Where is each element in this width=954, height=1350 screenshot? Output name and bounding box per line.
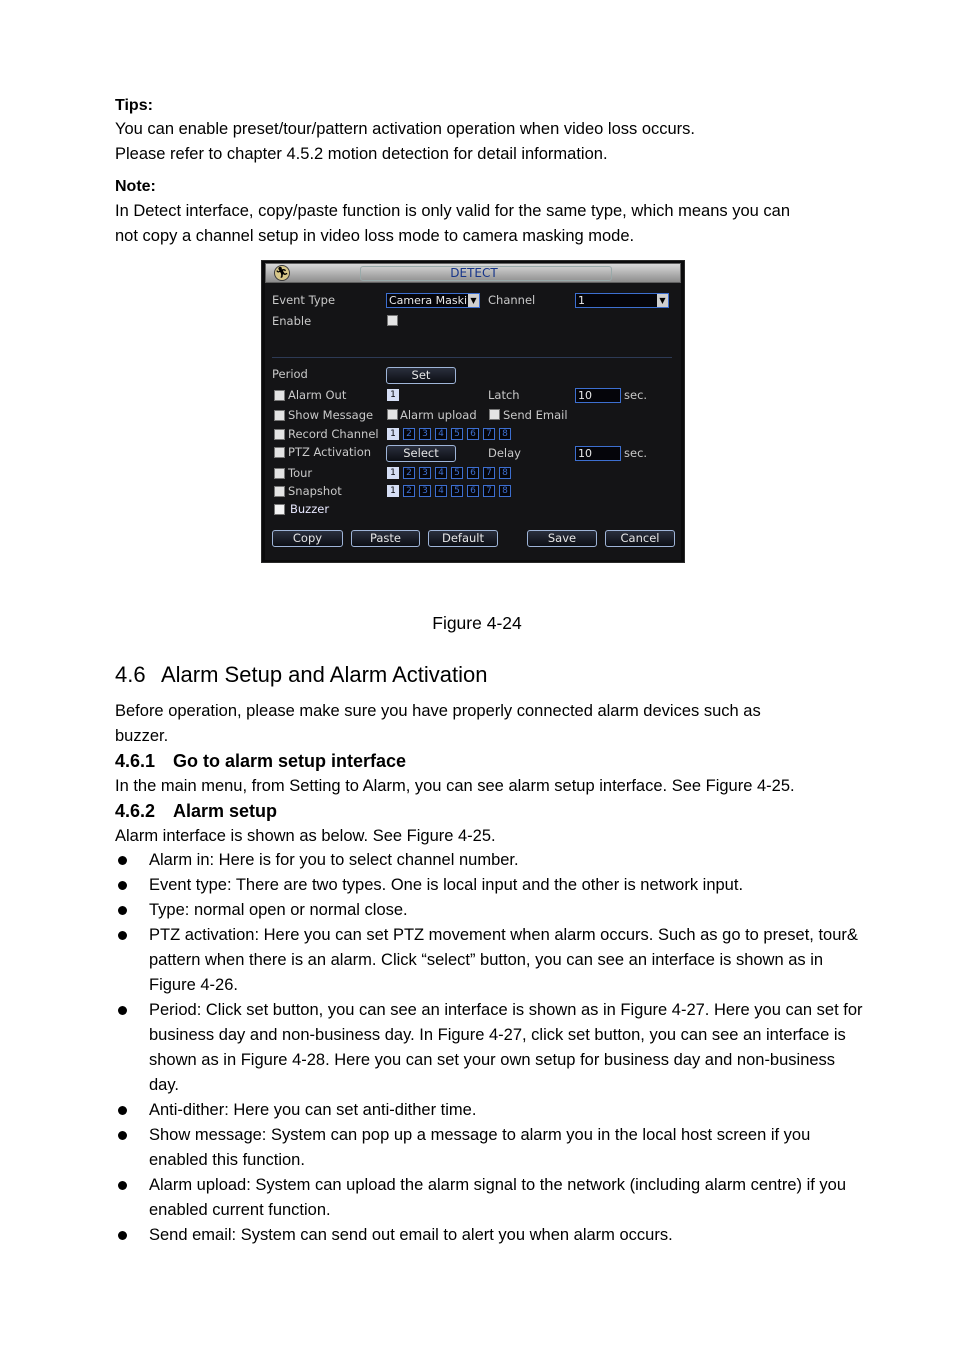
bullet-icon (118, 1106, 127, 1115)
channel-box[interactable]: 4 (435, 428, 447, 440)
subsection-title: Go to alarm setup interface (173, 751, 407, 771)
section-number: 4.6 (115, 662, 146, 687)
record-channel-checkbox[interactable] (274, 429, 285, 440)
section-heading (115, 660, 488, 690)
channel-label: Channel (488, 293, 536, 307)
tips-line-2: Please refer to chapter 4.5.2 motion detection for detail information. (115, 145, 608, 163)
tour-label: Tour (288, 466, 313, 480)
event-type-select[interactable] (386, 293, 480, 308)
list-item-text: Show message: System can pop up a message to alarm you in the local host screen if you enabled this function. (149, 1126, 811, 1169)
list-item-text: Send email: System can send out email to alert you when alarm occurs. (149, 1226, 673, 1244)
channel-select[interactable] (575, 293, 669, 308)
section-intro-line-2: buzzer. (115, 727, 169, 745)
bullet-icon (118, 856, 127, 865)
chevron-down-icon[interactable]: ▼ (657, 294, 668, 307)
alarm-out-channel[interactable]: 1 (387, 389, 399, 401)
figure-caption: Figure 4-24 (432, 613, 522, 633)
bullet-icon (118, 906, 127, 915)
channel-box[interactable]: 2 (403, 428, 415, 440)
channel-box[interactable]: 5 (451, 428, 463, 440)
channel-box[interactable]: 7 (483, 428, 495, 440)
channel-value: 1 (578, 294, 585, 307)
channel-box[interactable]: 8 (499, 485, 511, 497)
channel-box[interactable]: 3 (419, 467, 431, 479)
list-item-text: Event type: There are two types. One is local input and the other is network input. (149, 876, 744, 894)
ptz-select-button[interactable]: Select (386, 445, 456, 462)
latch-label: Latch (488, 388, 520, 402)
list-item-text: Alarm upload: System can upload the alarm signal to the network (including alarm centre) if you enabled current function. (149, 1176, 847, 1219)
detect-screenshot (261, 260, 685, 563)
detect-body (265, 283, 681, 560)
running-man-icon: 🏃︎ (275, 266, 289, 279)
subsection-1-text: In the main menu, from Setting to Alarm, you can see alarm setup interface. See Figure 4-25. (115, 777, 795, 795)
snapshot-checkbox[interactable] (274, 486, 285, 497)
list-item (115, 898, 865, 923)
list-item (115, 1223, 865, 1248)
chevron-down-icon[interactable]: ▼ (468, 294, 479, 307)
note-line-1: In Detect interface, copy/paste function is only valid for the same type, which means you can (115, 202, 791, 220)
paste-button[interactable]: Paste (351, 530, 420, 547)
list-item-text: PTZ activation: Here you can set PTZ movement when alarm occurs. Such as go to preset, tour& pattern when there is an alarm. Click “select” button, you can see an interface is shown as in Figure 4-26. (149, 926, 858, 994)
bullet-list (115, 848, 865, 1248)
period-set-button[interactable]: Set (386, 367, 456, 384)
bullet-icon (118, 1131, 127, 1140)
latch-input[interactable]: 10 (575, 388, 621, 403)
channel-box[interactable]: 1 (387, 467, 399, 479)
subsection-2-text: Alarm interface is shown as below. See Figure 4-25. (115, 827, 496, 845)
channel-box[interactable]: 6 (467, 428, 479, 440)
tips-label: Tips: (115, 97, 153, 114)
subsection-number: 4.6.1 (115, 751, 156, 771)
delay-label: Delay (488, 446, 521, 460)
subsection-heading-1 (115, 749, 406, 774)
channel-box[interactable]: 6 (467, 467, 479, 479)
divider (272, 357, 672, 358)
list-item (115, 923, 865, 998)
list-item (115, 1098, 865, 1123)
alarm-upload-label: Alarm upload (400, 408, 477, 422)
delay-input[interactable]: 10 (575, 446, 621, 461)
channel-box[interactable]: 7 (483, 485, 495, 497)
buzzer-checkbox[interactable] (274, 504, 285, 515)
channel-box[interactable]: 3 (419, 485, 431, 497)
channel-box[interactable]: 5 (451, 485, 463, 497)
buzzer-label: Buzzer (290, 502, 330, 516)
list-item-text: Period: Click set button, you can see an interface is shown as in Figure 4-27. Here you can set for business day and non-business day. In Figure 4-27, click set button, you can see an interface is shown as in Figure 4-28. Here you can set your own setup for business day and non-business day. (149, 1001, 863, 1094)
delay-unit: sec. (624, 446, 648, 460)
alarm-upload-checkbox[interactable] (387, 409, 398, 420)
alarm-out-checkbox[interactable] (274, 390, 285, 401)
tour-checkbox[interactable] (274, 468, 285, 479)
cancel-button[interactable]: Cancel (605, 530, 675, 547)
bullet-icon (118, 1231, 127, 1240)
latch-unit: sec. (624, 388, 648, 402)
ptz-activation-label: PTZ Activation (288, 445, 372, 459)
list-item-text: Anti-dither: Here you can set anti-dither time. (149, 1101, 477, 1119)
tips-line-1: You can enable preset/tour/pattern activation operation when video loss occurs. (115, 120, 696, 138)
send-email-label: Send Email (503, 408, 568, 422)
channel-box[interactable]: 3 (419, 428, 431, 440)
period-label: Period (272, 367, 308, 381)
bullet-icon (118, 931, 127, 940)
subsection-heading-2 (115, 799, 277, 824)
bullet-icon (118, 1181, 127, 1190)
bullet-icon (118, 1006, 127, 1015)
alarm-out-label: Alarm Out (288, 388, 347, 402)
show-message-checkbox[interactable] (274, 410, 285, 421)
note-label: Note: (115, 178, 156, 195)
show-message-label: Show Message (288, 408, 374, 422)
event-type-value: Camera Maski (389, 294, 468, 307)
channel-box[interactable]: 1 (387, 428, 399, 440)
detect-titlebar (265, 263, 681, 283)
snapshot-label: Snapshot (288, 484, 342, 498)
bullet-icon (118, 881, 127, 890)
channel-box[interactable]: 2 (403, 467, 415, 479)
list-item (115, 1123, 865, 1173)
copy-button[interactable]: Copy (272, 530, 343, 547)
list-item (115, 848, 865, 873)
section-intro-line-1: Before operation, please make sure you have properly connected alarm devices such as (115, 702, 761, 720)
list-item (115, 1173, 865, 1223)
send-email-checkbox[interactable] (489, 409, 500, 420)
subsection-title: Alarm setup (173, 801, 278, 821)
list-item (115, 873, 865, 898)
channel-box[interactable]: 1 (387, 485, 399, 497)
list-item-text: Type: normal open or normal close. (149, 901, 408, 919)
ptz-activation-checkbox[interactable] (274, 447, 285, 458)
channel-box[interactable]: 4 (435, 467, 447, 479)
list-item-text: Alarm in: Here is for you to select channel number. (149, 851, 519, 869)
section-title: Alarm Setup and Alarm Activation (161, 662, 488, 687)
record-channel-label: Record Channel (288, 427, 379, 441)
channel-box[interactable]: 8 (499, 428, 511, 440)
channel-box[interactable]: 4 (435, 485, 447, 497)
note-line-2: not copy a channel setup in video loss mode to camera masking mode. (115, 227, 635, 245)
list-item (115, 998, 865, 1098)
channel-box[interactable]: 7 (483, 467, 495, 479)
channel-box[interactable]: 5 (451, 467, 463, 479)
subsection-number: 4.6.2 (115, 801, 156, 821)
channel-box[interactable]: 2 (403, 485, 415, 497)
detect-title: DETECT (450, 266, 498, 280)
event-type-label: Event Type (272, 293, 336, 307)
channel-box[interactable]: 6 (467, 485, 479, 497)
channel-box[interactable]: 8 (499, 467, 511, 479)
enable-checkbox[interactable] (387, 315, 398, 326)
default-button[interactable]: Default (428, 530, 498, 547)
enable-label: Enable (272, 314, 312, 328)
save-button[interactable]: Save (527, 530, 597, 547)
